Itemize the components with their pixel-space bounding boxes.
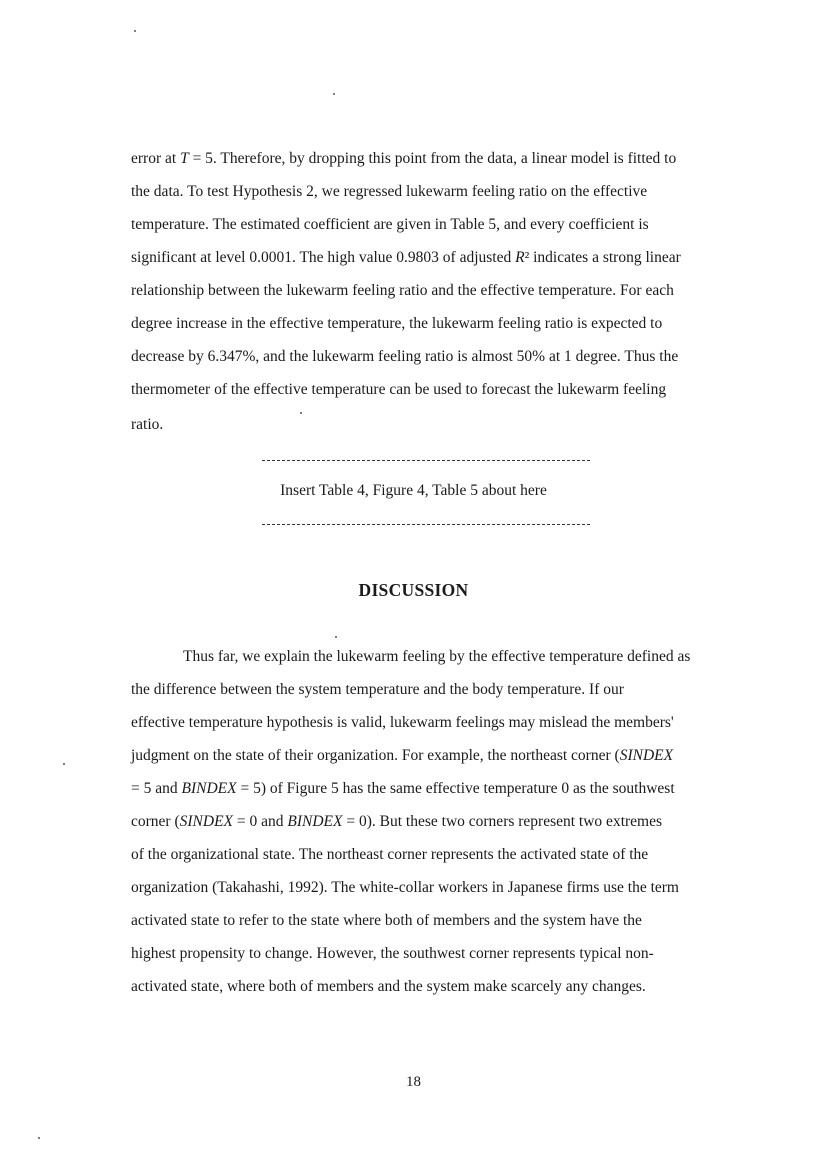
text-line: activated state to refer to the state where both of members and the system have the [131,912,642,929]
text-line: organization (Takahashi, 1992). The white-collar workers in Japanese firms use the term [131,879,679,896]
scan-speck [63,763,65,765]
scan-speck [335,636,337,638]
text-line: judgment on the state of their organization. For example, the northeast corner (SINDEX [131,747,674,764]
text-line: the difference between the system temperature and the body temperature. If our [131,681,624,698]
page-number: 18 [406,1074,421,1090]
section-heading: DISCUSSION [358,580,469,600]
scan-speck [300,412,302,414]
text-line: Thus far, we explain the lukewarm feeling by the effective temperature defined as [183,648,691,665]
scan-speck [333,93,335,95]
text-line: temperature. The estimated coefficient are given in Table 5, and every coefficient is [131,216,649,233]
text-line: highest propensity to change. However, the southwest corner represents typical non- [131,945,654,962]
dashed-divider-top [262,460,590,461]
scan-speck [38,1137,40,1139]
text-line: relationship between the lukewarm feeling ratio and the effective temperature. For each [131,282,674,299]
text-line: the data. To test Hypothesis 2, we regressed lukewarm feeling ratio on the effective [131,183,648,200]
text-line: corner (SINDEX = 0 and BINDEX = 0). But these two corners represent two extremes [131,813,663,830]
scan-speck [134,30,136,32]
text-line: activated state, where both of members and the system make scarcely any changes. [131,978,646,995]
text-line: significant at level 0.0001. The high value 0.9803 of adjusted R² indicates a strong linear [131,249,681,266]
text-line: error at T = 5. Therefore, by dropping this point from the data, a linear model is fitted to [131,150,677,167]
text-line: ratio. [131,416,164,433]
text-line: of the organizational state. The northeast corner represents the activated state of the [131,846,649,863]
text-line: degree increase in the effective temperature, the lukewarm feeling ratio is expected to [131,315,663,332]
text-line: decrease by 6.347%, and the lukewarm feeling ratio is almost 50% at 1 degree. Thus the [131,348,679,365]
text-line: thermometer of the effective temperature can be used to forecast the lukewarm feeling [131,381,667,398]
text-line: = 5 and BINDEX = 5) of Figure 5 has the same effective temperature 0 as the southwest [131,780,675,797]
dashed-divider-bottom [262,524,590,525]
text-line: effective temperature hypothesis is valid, lukewarm feelings may mislead the members' [131,714,674,731]
insert-note: Insert Table 4, Figure 4, Table 5 about here [280,482,547,499]
